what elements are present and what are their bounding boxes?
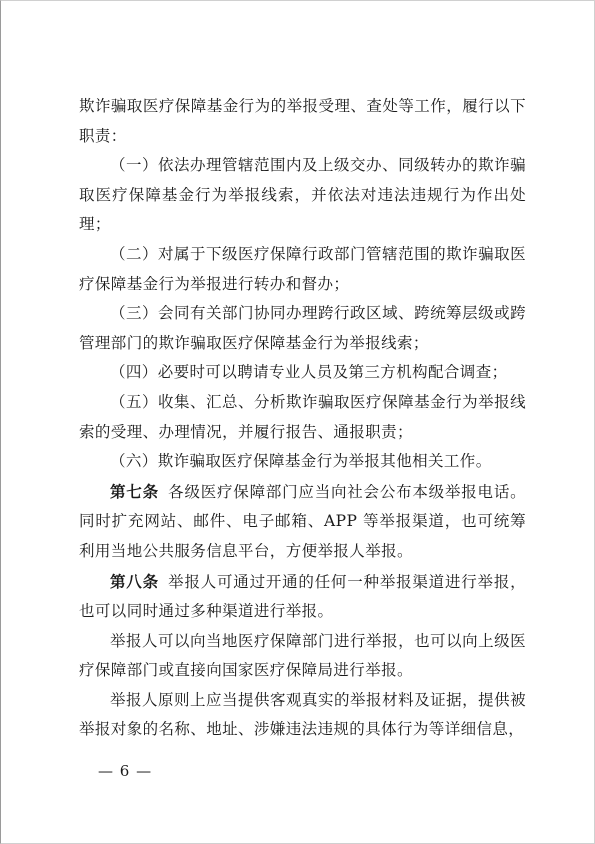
paragraph-item-6: （六）欺诈骗取医疗保障基金行为举报其他相关工作。 <box>110 452 492 471</box>
paragraph-item-3: （三）会同有关部门协同办理跨行政区域、跨统筹层级或跨管理部门的欺诈骗取医疗保障基金行为举报线索； <box>79 304 526 352</box>
paragraph-1: 欺诈骗取医疗保障基金行为的举报受理、查处等工作，履行以下职责： <box>79 97 526 145</box>
paragraph-report-channels: 举报人可以向当地医疗保障部门进行举报，也可以向上级医疗保障部门或直接向国家医疗保障局进行举报。 <box>79 631 526 680</box>
page-number: — 6 — <box>98 762 153 780</box>
article-7-heading: 第七条 <box>110 481 159 501</box>
article-8 <box>79 567 526 627</box>
article-8-text: 举报人可通过开通的任何一种举报渠道进行举报，也可以同时通过多种渠道进行举报。 <box>79 572 526 621</box>
document-body <box>79 92 526 745</box>
paragraph-report-materials: 举报人原则上应当提供客观真实的举报材料及证据，提供被举报对象的名称、地址、涉嫌违法违规的具体行为等详细信息， <box>79 690 526 739</box>
article-8-heading: 第八条 <box>110 571 159 591</box>
article-7 <box>79 477 526 567</box>
paragraph-item-1: （一）依法办理管辖范围内及上级交办、同级转办的欺诈骗取医疗保障基金行为举报线索，并依法对违法违规行为作出处理； <box>79 156 526 234</box>
paragraph-item-5: （五）收集、汇总、分析欺诈骗取医疗保障基金行为举报线索的受理、办理情况，并履行报告、通报职责； <box>79 392 526 441</box>
paragraph-item-2: （二）对属于下级医疗保障行政部门管辖范围的欺诈骗取医疗保障基金行为举报进行转办和督办； <box>79 244 526 293</box>
article-7-text: 各级医疗保障部门应当向社会公布本级举报电话。同时扩充网站、邮件、电子邮箱、APP 等举报渠道，也可统筹利用当地公共服务信息平台，方便举报人举报。 <box>79 482 526 560</box>
paragraph-item-4: （四）必要时可以聘请专业人员及第三方机构配合调查； <box>110 363 508 382</box>
